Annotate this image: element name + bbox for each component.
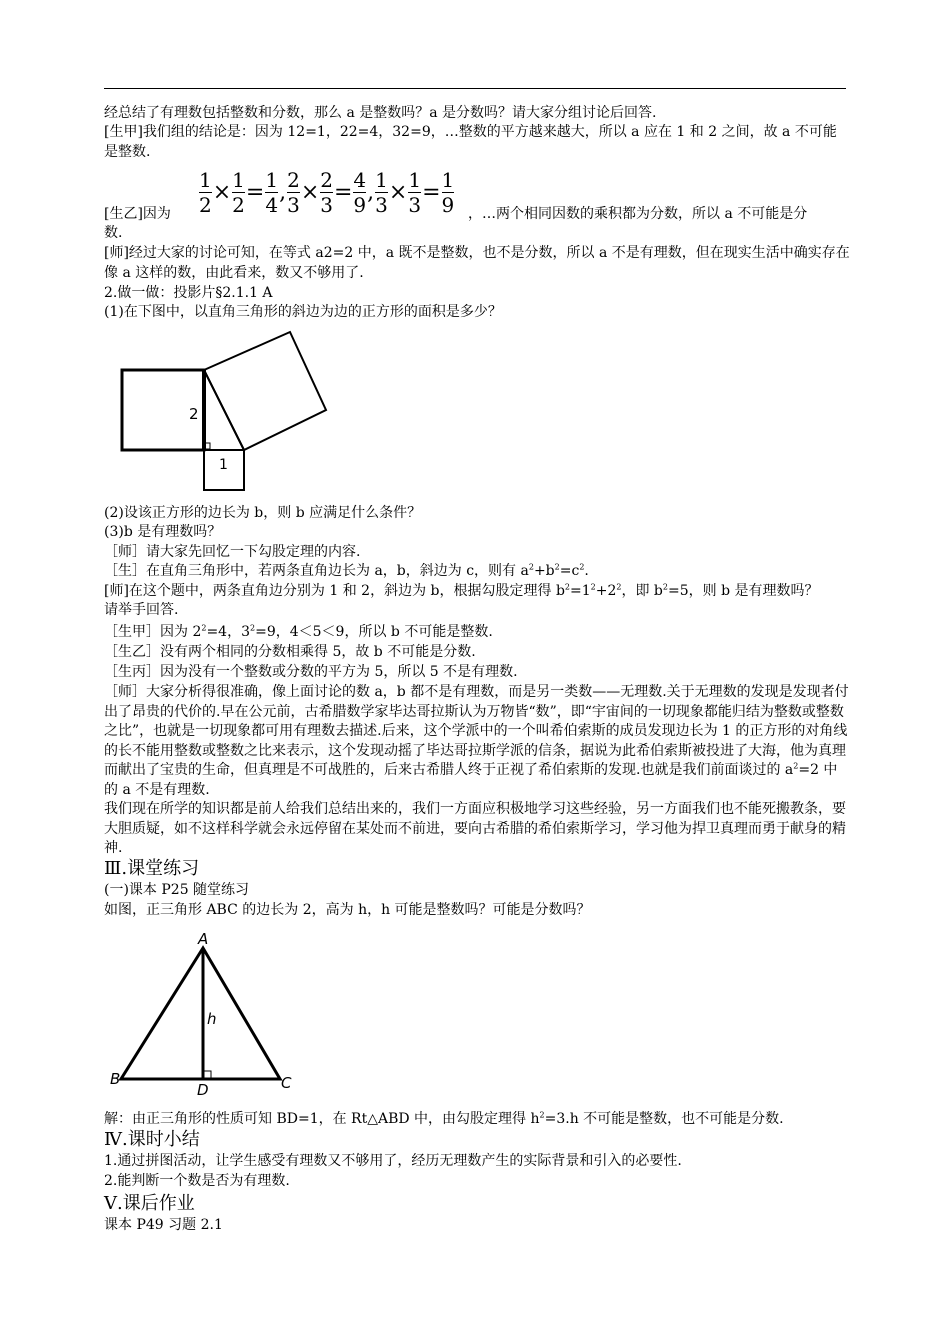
fraction: $\frac{1}{2}$ bbox=[199, 168, 212, 217]
paragraph-student-b-end: 数. bbox=[104, 225, 123, 241]
label-1: 1 bbox=[219, 457, 228, 473]
fraction: $\frac{1}{4}$ bbox=[265, 168, 279, 217]
exercise-question: 如图，正三角形 ABC 的边长为 2，高为 h，h 可能是整数吗？可能是分数吗？ bbox=[104, 902, 591, 918]
square-hypotenuse bbox=[204, 332, 326, 450]
paragraph-teacher: [师]在这个题中，两条直角边分别为 1 和 2，斜边为 b，根据勾股定理得 $b^2=1^2+2^2$，即 $b^2=5$，则 b 是有理数吗？ bbox=[104, 582, 819, 599]
paragraph-student-b-suffix: ，…两个相同因数的乘积都为分数，所以 a 不可能是分 bbox=[468, 206, 808, 222]
fraction: $\frac{1}{2}$ bbox=[232, 168, 245, 217]
hypotenuse bbox=[204, 370, 244, 450]
summary-item: 2.能判断一个数是否为有理数. bbox=[104, 1173, 290, 1189]
label-b: B bbox=[110, 1070, 121, 1088]
fraction: $\frac{4}{9}$ bbox=[353, 168, 367, 217]
question-1: (1)在下图中，以直角三角形的斜边为边的正方形的面积是多少？ bbox=[104, 304, 502, 320]
fraction: $\frac{2}{3}$ bbox=[320, 168, 333, 217]
label-c: C bbox=[281, 1074, 292, 1092]
paragraph: 经总结了有理数包括整数和分数，那么 a 是整数吗？a 是分数吗？请大家分组讨论后回答. bbox=[104, 105, 657, 121]
section-heading: Ⅲ.课堂练习 bbox=[104, 858, 200, 879]
fraction: $\frac{1}{3}$ bbox=[375, 168, 388, 217]
homework: 课本 P49 习题 2.1 bbox=[104, 1217, 223, 1233]
fraction-equation: $\frac{1}{2}$ × $\frac{1}{2}$ = $\frac{1}{4}$ , $\frac{2}{3}$ × $\frac{2}{3}$ = $\frac{4}{9}$ , $\frac{1}{3}$ × $\frac{1}{3}$ = $\frac{1}{9}$ bbox=[199, 168, 455, 217]
equilateral-triangle-figure bbox=[108, 926, 298, 1098]
paragraph: 2.做一做：投影片§2.1.1 A bbox=[104, 285, 273, 301]
paragraph-student: ［生］在直角三角形中，若两条直角边长为 a，b，斜边为 c，则有 $a^2+b^2=c^2$. bbox=[104, 562, 589, 579]
summary-item: 1.通过拼图活动，让学生感受有理数又不够用了，经历无理数产生的实际背景和引入的必要性. bbox=[104, 1153, 682, 1169]
paragraph-teacher-history: ［师］大家分析得很准确，像上面讨论的数 a，b 都不是有理数，而是另一类数——无理数.关于无理数的发现是发现者付出了昂贵的代价的.早在公元前，古希腊数学家毕达哥拉斯认为万物皆“数”，即“宇宙间的一切现象都能归结为整数或整数之比”，也就是一切现象都可用有理数去描述.后来，这个学派中的一个叫希伯索斯的成员发现边长为 1 的正方形的对角线的长不能用整数或整数之比来表示，这个发现动摇了毕达哥拉斯学派的信条，据说为此希伯索斯被投进了大海，他为真理而献出了宝贵的生命，但真理是不可战胜的，后来古希腊人终于正视了希伯索斯的发现.也就是我们前面谈过的 $a^2=2$ 中的 a 不是有理数. bbox=[104, 684, 849, 798]
paragraph-student-c: ［生丙］因为没有一个整数或分数的平方为 5，所以 5 不是有理数. bbox=[104, 664, 518, 680]
section-heading: Ⅳ.课时小结 bbox=[104, 1129, 200, 1150]
paragraph-teacher-cont: 请举手回答. bbox=[104, 602, 179, 618]
paragraph-teacher: ［师］请大家先回忆一下勾股定理的内容. bbox=[104, 544, 361, 560]
label-2: 2 bbox=[189, 405, 199, 423]
question-3: (3)b 是有理数吗？ bbox=[104, 524, 222, 540]
fraction: $\frac{1}{3}$ bbox=[408, 168, 422, 217]
paragraph-conclusion: 我们现在所学的知识都是前人给我们总结出来的，我们一方面应积极地学习这些经验，另一方面我们也不能死搬教条，要大胆质疑，如不这样科学就会永远停留在某处而不前进，要向古希腊的希伯索斯学习，学习他为捍卫真理而勇于献身的精神. bbox=[104, 801, 846, 856]
label-a: A bbox=[198, 930, 209, 948]
paragraph-student-a: ［生甲］因为 $2^2=4$，$3^2=9$，4＜5＜9，所以 b 不可能是整数. bbox=[104, 623, 493, 640]
question-2: (2)设该正方形的边长为 b，则 b 应满足什么条件？ bbox=[104, 505, 422, 521]
header-rule bbox=[104, 88, 846, 89]
section-heading: Ⅴ.课后作业 bbox=[104, 1193, 195, 1214]
paragraph: (一)课本 P25 随堂练习 bbox=[104, 882, 250, 898]
label-d: D bbox=[197, 1081, 209, 1098]
paragraph-student-a: [生甲]我们组的结论是：因为 12=1，22=4，32=9，…整数的平方越来越大，所以 a 应在 1 和 2 之间，故 a 不可能是整数. bbox=[104, 124, 837, 160]
fraction: $\frac{2}{3}$ bbox=[287, 168, 300, 217]
paragraph-teacher: [师]经过大家的讨论可知，在等式 a2=2 中，a 既不是整数，也不是分数，所以 a 不是有理数，但在现实生活中确实存在像 a 这样的数，由此看来，数又不够用了. bbox=[104, 245, 850, 281]
triangle-abc bbox=[121, 948, 280, 1079]
label-h: h bbox=[207, 1010, 217, 1028]
fraction: $\frac{1}{9}$ bbox=[441, 168, 455, 217]
solution: 解：由正三角形的性质可知 BD=1，在 Rt△ABD 中，由勾股定理得 $h^2=3.h$ 不可能是整数，也不可能是分数. bbox=[104, 1110, 784, 1127]
paragraph-student-b-prefix: [生乙]因为 bbox=[104, 206, 171, 222]
paragraph-student-b: ［生乙］没有两个相同的分数相乘得 5，故 b 不可能是分数. bbox=[104, 644, 476, 660]
pythagoras-squares-figure bbox=[118, 328, 348, 496]
right-angle-mark bbox=[204, 1071, 211, 1078]
